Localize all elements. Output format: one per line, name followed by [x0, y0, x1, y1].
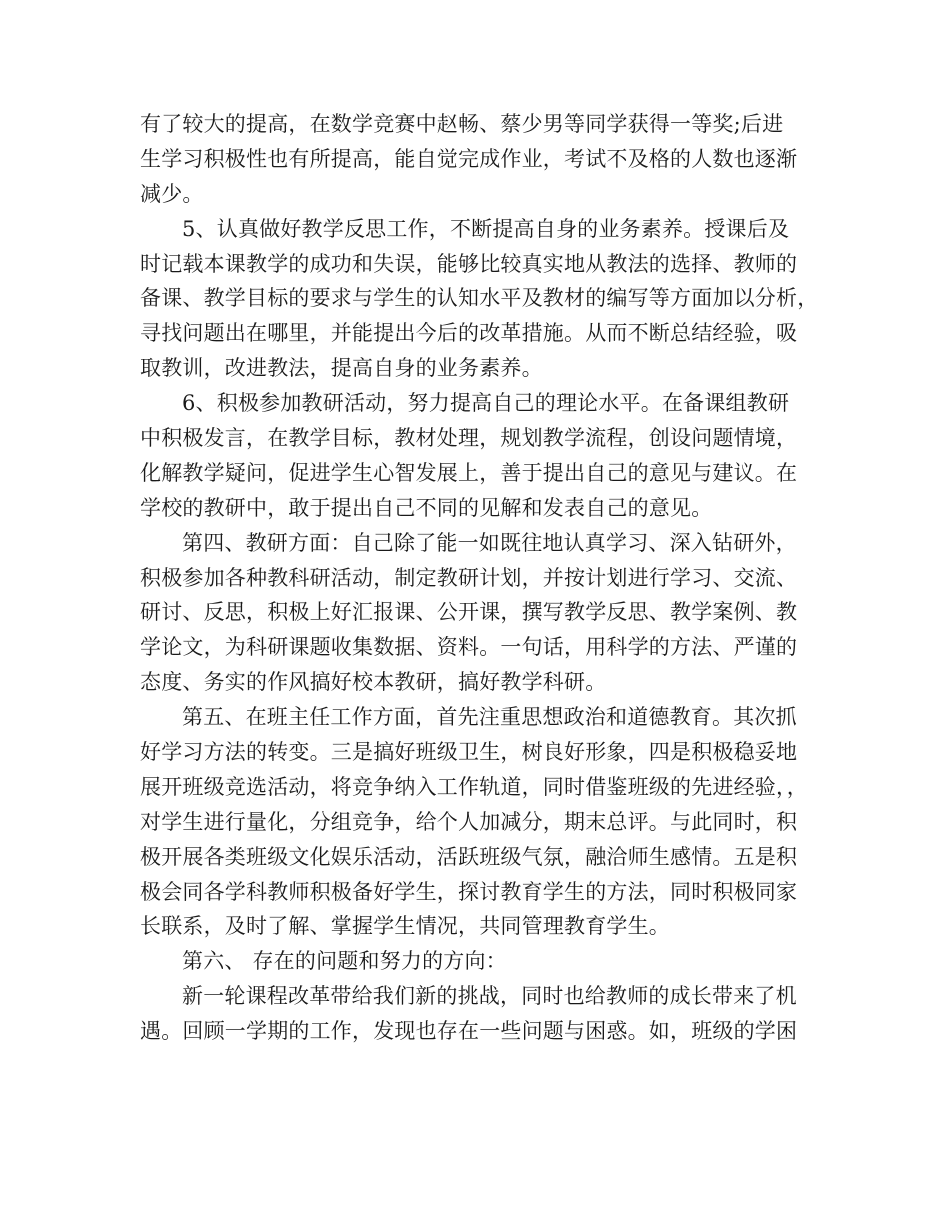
text-line: 第六、 存在的问题和努力的方向： — [182, 949, 507, 974]
text-line: 生学习积极性也有所提高，能自觉完成作业，考试不及格的人数也逐渐 — [140, 146, 798, 171]
text-line: 备课、教学目标的要求与学生的认知水平及教材的编写等方面加以分析， — [140, 286, 819, 311]
text-line: 展开班级竞选活动，将竞争纳入工作轨道，同时借鉴班级的先进经验，， — [140, 774, 808, 799]
text-line: 研讨、反思，积极上好汇报课、公开课，撰写教学反思、教学案例、教 — [140, 600, 798, 625]
text-line: 有了较大的提高，在数学竞赛中赵畅、蔡少男等同学获得一等奖;后进 — [140, 112, 784, 136]
text-line: 遇。回顾一学期的工作，发现也存在一些问题与困惑。如，班级的学困 — [140, 1019, 798, 1044]
text-line: 减少。 — [140, 181, 204, 206]
text-line: 新一轮课程改革带给我们新的挑战，同时也给教师的成长带来了机 — [182, 984, 797, 1009]
text-line: 第四、教研方面：自己除了能一如既往地认真学习、深入钻研外， — [182, 530, 797, 555]
text-line: 好学习方法的转变。三是搞好班级卫生，树良好形象，四是积极稳妥地 — [140, 740, 798, 765]
text-line: 取教训，改进教法，提高自身的业务素养。 — [140, 356, 543, 381]
text-line: 学论文，为科研课题收集数据、资料。一句话，用科学的方法、严谨的 — [140, 635, 798, 660]
text-line: 中积极发言，在教学目标，教材处理，规划教学流程，创设问题情境， — [140, 426, 798, 451]
text-line: 学校的教研中，敢于提出自己不同的见解和发表自己的意见。 — [140, 495, 713, 520]
text-line: 极会同各学科教师积极备好学生，探讨教育学生的方法，同时积极同家 — [140, 879, 798, 904]
text-line: 积极参加各种教科研活动，制定教研计划，并按计划进行学习、交流、 — [140, 565, 798, 590]
text-line: 5、认真做好教学反思工作，不断提高自身的业务素养。授课后及 — [182, 216, 790, 241]
document-body — [140, 107, 820, 1049]
text-line: 6、积极参加教研活动，努力提高自己的理论水平。在备课组教研 — [182, 391, 790, 416]
text-line: 化解教学疑问，促进学生心智发展上，善于提出自己的意见与建议。在 — [140, 460, 798, 485]
text-line: 长联系，及时了解、掌握学生情况，共同管理教育学生。 — [140, 914, 670, 939]
text-line: 第五、在班主任工作方面，首先注重思想政治和道德教育。其次抓 — [182, 705, 797, 730]
text-line: 态度、务实的作风搞好校本教研，搞好教学科研。 — [140, 670, 607, 695]
text-line: 对学生进行量化，分组竞争，给个人加减分，期末总评。与此同时，积 — [140, 809, 798, 834]
text-line: 寻找问题出在哪里，并能提出今后的改革措施。从而不断总结经验，吸 — [140, 321, 798, 346]
text-line: 极开展各类班级文化娱乐活动，活跃班级气氛，融洽师生感情。五是积 — [140, 844, 798, 869]
text-line: 时记载本课教学的成功和失误，能够比较真实地从教法的选择、教师的 — [140, 251, 798, 276]
